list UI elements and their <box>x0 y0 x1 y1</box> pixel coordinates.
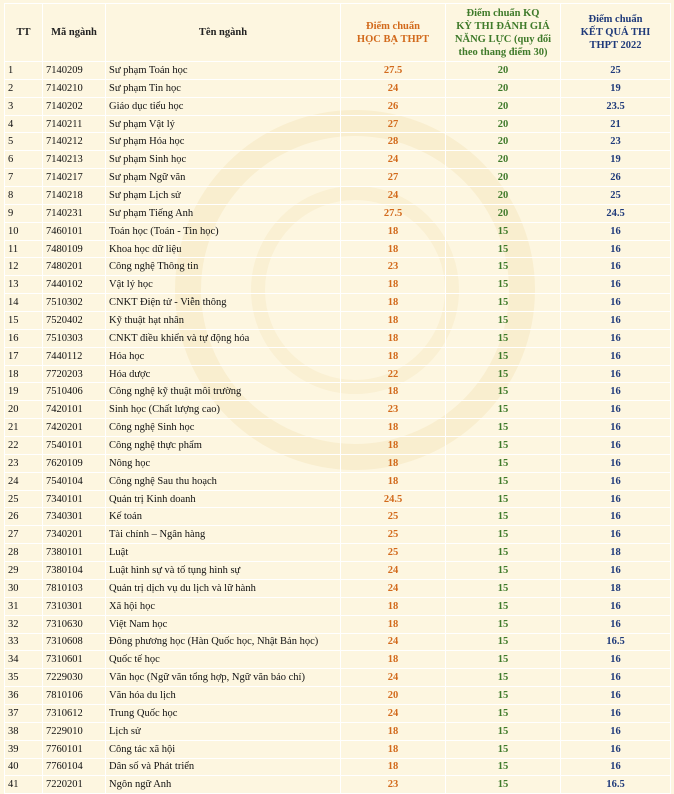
cell-name: Giáo dục tiểu học <box>106 97 341 115</box>
cell-thpt-score: 16 <box>561 669 671 687</box>
cell-dgnl-score: 15 <box>446 615 561 633</box>
cell-hocba-score: 18 <box>341 347 446 365</box>
cell-tt: 21 <box>5 419 43 437</box>
cell-thpt-score: 25 <box>561 62 671 80</box>
cell-name: Hóa dược <box>106 365 341 383</box>
cell-name: Việt Nam học <box>106 615 341 633</box>
cell-name: Toán học (Toán - Tin học) <box>106 222 341 240</box>
cell-hocba-score: 25 <box>341 526 446 544</box>
cell-hocba-score: 24 <box>341 704 446 722</box>
cell-dgnl-score: 15 <box>446 508 561 526</box>
cell-name: Công nghệ kỹ thuật môi trường <box>106 383 341 401</box>
cell-hocba-score: 18 <box>341 276 446 294</box>
cell-dgnl-score: 15 <box>446 669 561 687</box>
cell-hocba-score: 20 <box>341 687 446 705</box>
cell-thpt-score: 16 <box>561 454 671 472</box>
cell-tt: 6 <box>5 151 43 169</box>
cell-thpt-score: 16 <box>561 740 671 758</box>
cell-code: 7510406 <box>43 383 106 401</box>
cell-tt: 22 <box>5 437 43 455</box>
cell-name: Văn học (Ngữ văn tổng hợp, Ngữ văn báo chí) <box>106 669 341 687</box>
table-row <box>5 383 671 401</box>
cell-thpt-score: 16 <box>561 347 671 365</box>
cell-code: 7420201 <box>43 419 106 437</box>
table-row <box>5 562 671 580</box>
cell-code: 7140231 <box>43 204 106 222</box>
cell-thpt-score: 16 <box>561 704 671 722</box>
cell-code: 7340101 <box>43 490 106 508</box>
cell-hocba-score: 18 <box>341 222 446 240</box>
cell-dgnl-score: 15 <box>446 633 561 651</box>
cell-code: 7760104 <box>43 758 106 776</box>
cell-name: Sư phạm Sinh học <box>106 151 341 169</box>
cell-tt: 9 <box>5 204 43 222</box>
cell-tt: 18 <box>5 365 43 383</box>
header-row <box>5 4 671 62</box>
cell-name: Văn hóa du lịch <box>106 687 341 705</box>
cell-code: 7140218 <box>43 187 106 205</box>
cell-dgnl-score: 15 <box>446 651 561 669</box>
cell-thpt-score: 16.5 <box>561 633 671 651</box>
cell-tt: 2 <box>5 79 43 97</box>
cell-hocba-score: 27.5 <box>341 62 446 80</box>
table-row <box>5 187 671 205</box>
cell-thpt-score: 16 <box>561 383 671 401</box>
table-row <box>5 579 671 597</box>
cell-code: 7380104 <box>43 562 106 580</box>
cell-thpt-score: 16 <box>561 490 671 508</box>
cell-code: 7310630 <box>43 615 106 633</box>
table-row <box>5 490 671 508</box>
cell-thpt-score: 16 <box>561 401 671 419</box>
cell-name: Trung Quốc học <box>106 704 341 722</box>
cell-hocba-score: 18 <box>341 651 446 669</box>
cell-code: 7340201 <box>43 526 106 544</box>
cell-hocba-score: 18 <box>341 597 446 615</box>
table-row <box>5 62 671 80</box>
table-row <box>5 615 671 633</box>
table-row <box>5 669 671 687</box>
table-row <box>5 133 671 151</box>
cell-tt: 25 <box>5 490 43 508</box>
cell-code: 7380101 <box>43 544 106 562</box>
cell-hocba-score: 24.5 <box>341 490 446 508</box>
cell-tt: 5 <box>5 133 43 151</box>
cell-tt: 38 <box>5 722 43 740</box>
table-row <box>5 454 671 472</box>
cell-dgnl-score: 20 <box>446 97 561 115</box>
cell-hocba-score: 18 <box>341 454 446 472</box>
cell-tt: 1 <box>5 62 43 80</box>
cell-name: Sư phạm Tin học <box>106 79 341 97</box>
cell-tt: 7 <box>5 169 43 187</box>
table-row <box>5 347 671 365</box>
cell-hocba-score: 27 <box>341 169 446 187</box>
cell-code: 7520402 <box>43 312 106 330</box>
cell-tt: 14 <box>5 294 43 312</box>
cell-hocba-score: 24 <box>341 633 446 651</box>
cell-dgnl-score: 15 <box>446 347 561 365</box>
cell-thpt-score: 19 <box>561 151 671 169</box>
cell-dgnl-score: 15 <box>446 704 561 722</box>
cell-thpt-score: 16 <box>561 329 671 347</box>
cell-thpt-score: 18 <box>561 579 671 597</box>
cell-hocba-score: 24 <box>341 579 446 597</box>
cell-dgnl-score: 15 <box>446 294 561 312</box>
cell-code: 7310612 <box>43 704 106 722</box>
cell-hocba-score: 18 <box>341 722 446 740</box>
cell-code: 7460101 <box>43 222 106 240</box>
cell-tt: 10 <box>5 222 43 240</box>
cell-tt: 24 <box>5 472 43 490</box>
cell-name: Đông phương học (Hàn Quốc học, Nhật Bản học) <box>106 633 341 651</box>
table-row <box>5 151 671 169</box>
cell-code: 7140210 <box>43 79 106 97</box>
cell-code: 7510302 <box>43 294 106 312</box>
cell-hocba-score: 18 <box>341 329 446 347</box>
cell-dgnl-score: 20 <box>446 204 561 222</box>
cell-tt: 26 <box>5 508 43 526</box>
table-row <box>5 419 671 437</box>
cell-thpt-score: 16 <box>561 222 671 240</box>
cell-code: 7760101 <box>43 740 106 758</box>
cell-dgnl-score: 15 <box>446 758 561 776</box>
table-row <box>5 722 671 740</box>
cell-code: 7140213 <box>43 151 106 169</box>
cell-name: Hóa học <box>106 347 341 365</box>
table-row <box>5 472 671 490</box>
cell-code: 7340301 <box>43 508 106 526</box>
cell-thpt-score: 16 <box>561 651 671 669</box>
cell-thpt-score: 16 <box>561 597 671 615</box>
cell-code: 7540104 <box>43 472 106 490</box>
cell-thpt-score: 16 <box>561 437 671 455</box>
cell-dgnl-score: 20 <box>446 79 561 97</box>
cell-thpt-score: 16 <box>561 508 671 526</box>
table-row <box>5 115 671 133</box>
cell-code: 7480109 <box>43 240 106 258</box>
cell-hocba-score: 25 <box>341 544 446 562</box>
cell-hocba-score: 23 <box>341 401 446 419</box>
cell-tt: 41 <box>5 776 43 794</box>
cell-tt: 40 <box>5 758 43 776</box>
cell-code: 7140209 <box>43 62 106 80</box>
cell-thpt-score: 16 <box>561 615 671 633</box>
cell-name: Công nghệ Sinh học <box>106 419 341 437</box>
cell-dgnl-score: 15 <box>446 579 561 597</box>
cell-name: CNKT Điện tử - Viễn thông <box>106 294 341 312</box>
cell-tt: 35 <box>5 669 43 687</box>
cell-tt: 36 <box>5 687 43 705</box>
cell-thpt-score: 21 <box>561 115 671 133</box>
table-row <box>5 204 671 222</box>
cell-dgnl-score: 15 <box>446 240 561 258</box>
cell-dgnl-score: 15 <box>446 222 561 240</box>
cell-dgnl-score: 20 <box>446 151 561 169</box>
cell-name: Quản trị dịch vụ du lịch và lữ hành <box>106 579 341 597</box>
cell-tt: 11 <box>5 240 43 258</box>
cell-tt: 19 <box>5 383 43 401</box>
table-row <box>5 776 671 794</box>
cell-name: Sư phạm Ngữ văn <box>106 169 341 187</box>
cell-name: Kỹ thuật hạt nhân <box>106 312 341 330</box>
cell-dgnl-score: 15 <box>446 740 561 758</box>
cell-hocba-score: 24 <box>341 151 446 169</box>
cell-tt: 8 <box>5 187 43 205</box>
table-row <box>5 544 671 562</box>
cell-code: 7620109 <box>43 454 106 472</box>
cell-hocba-score: 24 <box>341 79 446 97</box>
cell-code: 7310608 <box>43 633 106 651</box>
table-row <box>5 401 671 419</box>
cell-name: Luật <box>106 544 341 562</box>
admission-scores-table <box>4 3 671 794</box>
cell-thpt-score: 16 <box>561 562 671 580</box>
cell-dgnl-score: 15 <box>446 383 561 401</box>
cell-hocba-score: 24 <box>341 562 446 580</box>
cell-thpt-score: 16 <box>561 687 671 705</box>
cell-dgnl-score: 15 <box>446 419 561 437</box>
cell-name: Lịch sử <box>106 722 341 740</box>
cell-tt: 31 <box>5 597 43 615</box>
cell-name: Sư phạm Tiếng Anh <box>106 204 341 222</box>
cell-thpt-score: 19 <box>561 79 671 97</box>
table-row <box>5 79 671 97</box>
cell-tt: 39 <box>5 740 43 758</box>
cell-thpt-score: 16 <box>561 419 671 437</box>
cell-tt: 37 <box>5 704 43 722</box>
header-hocba: Điểm chuẩn HỌC BẠ THPT <box>341 4 446 62</box>
table-row <box>5 240 671 258</box>
cell-thpt-score: 16 <box>561 240 671 258</box>
cell-thpt-score: 16.5 <box>561 776 671 794</box>
cell-dgnl-score: 15 <box>446 312 561 330</box>
table-row <box>5 329 671 347</box>
cell-tt: 3 <box>5 97 43 115</box>
cell-name: Quản trị Kinh doanh <box>106 490 341 508</box>
cell-tt: 32 <box>5 615 43 633</box>
table-row <box>5 740 671 758</box>
cell-dgnl-score: 20 <box>446 187 561 205</box>
cell-tt: 34 <box>5 651 43 669</box>
cell-dgnl-score: 15 <box>446 562 561 580</box>
cell-thpt-score: 16 <box>561 312 671 330</box>
cell-hocba-score: 18 <box>341 472 446 490</box>
cell-tt: 13 <box>5 276 43 294</box>
cell-hocba-score: 27 <box>341 115 446 133</box>
cell-name: Xã hội học <box>106 597 341 615</box>
cell-hocba-score: 18 <box>341 294 446 312</box>
table-row <box>5 437 671 455</box>
cell-name: Tài chính – Ngân hàng <box>106 526 341 544</box>
cell-dgnl-score: 20 <box>446 169 561 187</box>
table-row <box>5 169 671 187</box>
cell-thpt-score: 16 <box>561 258 671 276</box>
cell-name: Sư phạm Lịch sử <box>106 187 341 205</box>
cell-thpt-score: 16 <box>561 472 671 490</box>
header-name: Tên ngành <box>106 4 341 62</box>
cell-tt: 23 <box>5 454 43 472</box>
header-code: Mã ngành <box>43 4 106 62</box>
cell-thpt-score: 16 <box>561 526 671 544</box>
cell-code: 7420101 <box>43 401 106 419</box>
cell-name: Nông học <box>106 454 341 472</box>
cell-thpt-score: 16 <box>561 276 671 294</box>
cell-name: Quốc tế học <box>106 651 341 669</box>
cell-code: 7140217 <box>43 169 106 187</box>
cell-thpt-score: 16 <box>561 365 671 383</box>
cell-thpt-score: 16 <box>561 294 671 312</box>
table-row <box>5 276 671 294</box>
cell-name: Kế toán <box>106 508 341 526</box>
cell-name: Dân số và Phát triển <box>106 758 341 776</box>
cell-name: Công nghệ Thông tin <box>106 258 341 276</box>
cell-name: Công tác xã hội <box>106 740 341 758</box>
cell-hocba-score: 18 <box>341 615 446 633</box>
cell-name: Sư phạm Toán học <box>106 62 341 80</box>
cell-dgnl-score: 15 <box>446 329 561 347</box>
cell-tt: 29 <box>5 562 43 580</box>
table-row <box>5 258 671 276</box>
cell-name: Công nghệ Sau thu hoạch <box>106 472 341 490</box>
cell-code: 7440102 <box>43 276 106 294</box>
cell-name: Ngôn ngữ Anh <box>106 776 341 794</box>
table-row <box>5 365 671 383</box>
cell-dgnl-score: 15 <box>446 472 561 490</box>
header-tt: TT <box>5 4 43 62</box>
cell-tt: 33 <box>5 633 43 651</box>
cell-name: Sư phạm Vật lý <box>106 115 341 133</box>
cell-hocba-score: 24 <box>341 187 446 205</box>
cell-name: CNKT điều khiển và tự động hóa <box>106 329 341 347</box>
cell-thpt-score: 16 <box>561 722 671 740</box>
cell-hocba-score: 28 <box>341 133 446 151</box>
cell-hocba-score: 25 <box>341 508 446 526</box>
cell-tt: 30 <box>5 579 43 597</box>
cell-dgnl-score: 20 <box>446 115 561 133</box>
cell-thpt-score: 24.5 <box>561 204 671 222</box>
table-row <box>5 704 671 722</box>
cell-dgnl-score: 15 <box>446 258 561 276</box>
cell-dgnl-score: 15 <box>446 401 561 419</box>
cell-name: Công nghệ thực phẩm <box>106 437 341 455</box>
cell-dgnl-score: 15 <box>446 526 561 544</box>
cell-tt: 20 <box>5 401 43 419</box>
cell-dgnl-score: 15 <box>446 365 561 383</box>
cell-code: 7510303 <box>43 329 106 347</box>
cell-tt: 4 <box>5 115 43 133</box>
cell-dgnl-score: 15 <box>446 490 561 508</box>
cell-dgnl-score: 15 <box>446 276 561 294</box>
cell-dgnl-score: 15 <box>446 597 561 615</box>
cell-thpt-score: 25 <box>561 187 671 205</box>
cell-dgnl-score: 15 <box>446 776 561 794</box>
cell-hocba-score: 18 <box>341 240 446 258</box>
cell-name: Luật hình sự và tố tụng hình sự <box>106 562 341 580</box>
cell-code: 7440112 <box>43 347 106 365</box>
cell-dgnl-score: 15 <box>446 687 561 705</box>
cell-code: 7810103 <box>43 579 106 597</box>
cell-dgnl-score: 20 <box>446 62 561 80</box>
cell-hocba-score: 27.5 <box>341 204 446 222</box>
table-row <box>5 758 671 776</box>
cell-tt: 27 <box>5 526 43 544</box>
cell-thpt-score: 23 <box>561 133 671 151</box>
cell-code: 7220201 <box>43 776 106 794</box>
cell-hocba-score: 23 <box>341 258 446 276</box>
table-row <box>5 597 671 615</box>
cell-code: 7310301 <box>43 597 106 615</box>
header-dgnl: Điểm chuẩn KQ KỲ THI ĐÁNH GIÁ NĂNG LỰC (quy đổi theo thang điểm 30) <box>446 4 561 62</box>
cell-hocba-score: 18 <box>341 312 446 330</box>
cell-code: 7720203 <box>43 365 106 383</box>
cell-thpt-score: 26 <box>561 169 671 187</box>
cell-dgnl-score: 15 <box>446 454 561 472</box>
cell-hocba-score: 18 <box>341 419 446 437</box>
cell-tt: 28 <box>5 544 43 562</box>
cell-hocba-score: 18 <box>341 383 446 401</box>
cell-tt: 15 <box>5 312 43 330</box>
table-row <box>5 508 671 526</box>
table-row <box>5 651 671 669</box>
cell-thpt-score: 18 <box>561 544 671 562</box>
cell-code: 7140202 <box>43 97 106 115</box>
cell-hocba-score: 18 <box>341 758 446 776</box>
cell-code: 7540101 <box>43 437 106 455</box>
cell-dgnl-score: 20 <box>446 133 561 151</box>
cell-code: 7310601 <box>43 651 106 669</box>
table-row <box>5 687 671 705</box>
cell-hocba-score: 22 <box>341 365 446 383</box>
cell-code: 7810106 <box>43 687 106 705</box>
cell-hocba-score: 18 <box>341 740 446 758</box>
cell-tt: 17 <box>5 347 43 365</box>
header-thpt: Điểm chuẩn KẾT QUẢ THI THPT 2022 <box>561 4 671 62</box>
cell-hocba-score: 24 <box>341 669 446 687</box>
cell-code: 7229010 <box>43 722 106 740</box>
cell-name: Sư phạm Hóa học <box>106 133 341 151</box>
table-row <box>5 294 671 312</box>
cell-dgnl-score: 15 <box>446 544 561 562</box>
cell-thpt-score: 23.5 <box>561 97 671 115</box>
cell-name: Khoa học dữ liệu <box>106 240 341 258</box>
cell-code: 7480201 <box>43 258 106 276</box>
cell-code: 7140211 <box>43 115 106 133</box>
cell-dgnl-score: 15 <box>446 722 561 740</box>
table-row <box>5 526 671 544</box>
cell-dgnl-score: 15 <box>446 437 561 455</box>
cell-name: Sinh học (Chất lượng cao) <box>106 401 341 419</box>
table-row <box>5 312 671 330</box>
table-row <box>5 97 671 115</box>
cell-code: 7140212 <box>43 133 106 151</box>
cell-hocba-score: 18 <box>341 437 446 455</box>
table-row <box>5 633 671 651</box>
cell-tt: 16 <box>5 329 43 347</box>
table-row <box>5 222 671 240</box>
cell-code: 7229030 <box>43 669 106 687</box>
cell-hocba-score: 26 <box>341 97 446 115</box>
cell-tt: 12 <box>5 258 43 276</box>
cell-name: Vật lý học <box>106 276 341 294</box>
cell-hocba-score: 23 <box>341 776 446 794</box>
cell-thpt-score: 16 <box>561 758 671 776</box>
